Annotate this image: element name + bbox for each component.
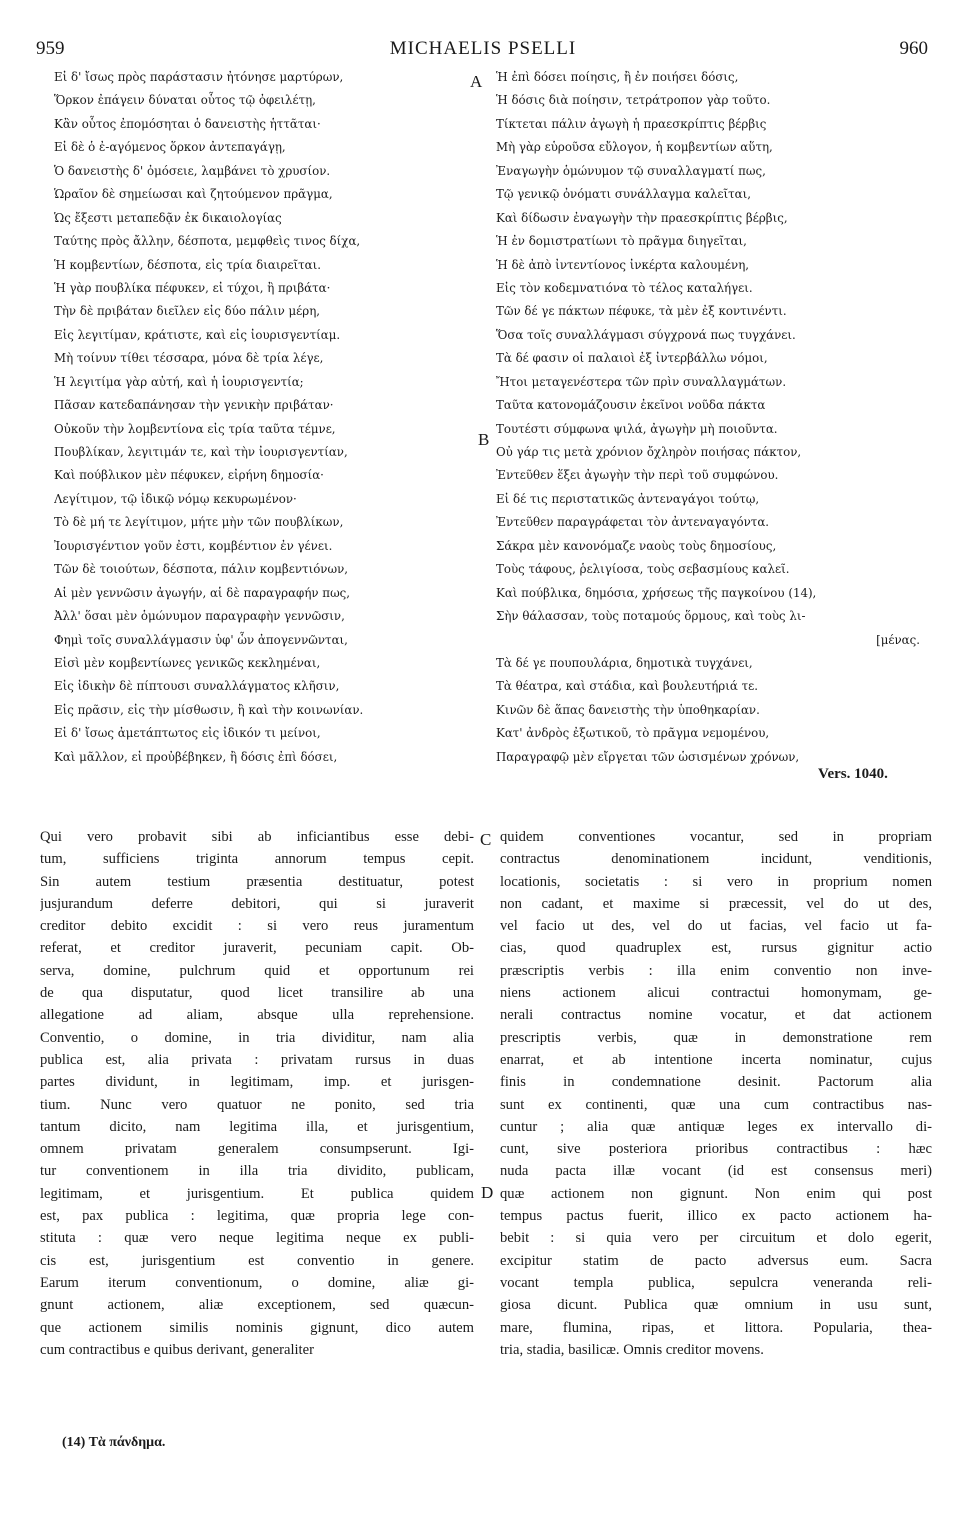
latin-text-line: partes dividunt, in legitimam, imp. et jurisgen- xyxy=(40,1074,474,1091)
greek-verse-line: Αἱ μὲν γεννῶσιν ἀγωγήν, αἱ δὲ παραγραφήν πως, xyxy=(54,585,351,600)
latin-text-line: que actionem similis nominis gignunt, dico autem xyxy=(40,1319,474,1336)
greek-verse-line: Εἰς πρᾶσιν, εἰς τὴν μίσθωσιν, ἢ καὶ τὴν κοινωνίαν. xyxy=(54,702,364,717)
greek-verse-line: Πουβλίκαν, λεγιτιμάν τε, καὶ τὴν ἰουρισγεντίαν, xyxy=(54,445,348,459)
latin-text-line: gnunt actionem, aliæ exceptionem, sed quæcun- xyxy=(40,1297,474,1314)
greek-verse-line: Τὰ δέ φασιν οἱ παλαιοὶ ἐξ ἰντερβάλλω νόμοι, xyxy=(496,351,768,366)
greek-verse-line: Τουτέστι σύμφωνα ψιλά, ἀγωγὴν μὴ ποιοῦντα. xyxy=(496,421,778,436)
greek-verse-line: Ἐναγωγὴν ὁμώνυμον τῷ συναλλαγματί πως, xyxy=(496,163,766,178)
margin-marker-a: A xyxy=(470,72,483,91)
latin-text-line: serva, domine, pulchrum quid et opportunum rei xyxy=(40,962,474,979)
latin-text-line: tur conventionem in illa tria dividito, publicam, xyxy=(40,1163,474,1180)
latin-text-line: prescriptis verbis, quæ in demonstratione rem xyxy=(500,1029,932,1046)
greek-verse-line: Πᾶσαν κατεδαπάνησαν τὴν γενικὴν πριβάταν· xyxy=(54,398,334,413)
latin-text-line: jusjurandum deferre debitori, qui si juraverit xyxy=(40,895,474,912)
latin-text-line: finis in condemnatione desinit. Pactorum alia xyxy=(500,1074,932,1091)
latin-text-line: bebit : si quia vero per circuitum et dolo egerit, xyxy=(500,1230,932,1247)
latin-text-line: cuntur ; alia quæ antiquæ leges ex intervallo di- xyxy=(500,1118,932,1135)
greek-verse-line: Ἡ ἐπὶ δόσει ποίησις, ἢ ἐν ποιήσει δόσις, xyxy=(496,70,739,84)
greek-verse-line: Ταύτης πρὸς ἄλλην, δέσποτα, μεμφθεὶς τινος δίχα, xyxy=(54,234,361,249)
latin-text-line: omnem privatam generalem consumpserunt. Igi- xyxy=(40,1141,474,1158)
latin-text-line: tantum dicito, nam legitima illa, et jurisgentium, xyxy=(40,1118,474,1135)
latin-text-line: referat, et creditor juraverit, pecuniam capit. Ob- xyxy=(40,940,474,957)
latin-text-line: præscriptis verbis : illa enim conventio non inve- xyxy=(500,962,932,979)
latin-text-line: Qui vero probavit sibi ab inficiantibus esse debi- xyxy=(40,829,474,845)
latin-text-line: contractus denominationem incidunt, venditionis, xyxy=(500,851,932,868)
latin-text-line: nerali contractus nomine vocatur, et dat actionem xyxy=(500,1007,932,1024)
latin-text-line: vocant templa publica, sepulcra veneranda reli- xyxy=(500,1274,932,1291)
greek-verse-line: Τῶν δὲ τοιούτων, δέσποτα, πάλιν κομβεντιόνων, xyxy=(54,562,349,577)
latin-text-line: allegatione ad aliam, absque ulla reprehensione. xyxy=(40,1007,474,1024)
greek-verse-line: Παραγραφῷ μὲν εἴργεται τῶν ὡσισμένων χρόνων, xyxy=(496,749,800,764)
greek-verse-line: Εἰ δὲ ὁ ἐ-αγόμενος ὅρκον ἀντεπαγάγῃ, xyxy=(54,140,286,155)
latin-text-line: tria, stadia, basilicæ. Omnis creditor movens. xyxy=(500,1341,764,1358)
latin-text-line: cis est, jurisgentium est conventio in genere. xyxy=(40,1252,474,1269)
greek-verse-line: Τὴν δὲ πριβάταν διεῖλεν εἰς δύο πάλιν μέρη, xyxy=(54,304,321,319)
greek-verse-line: Εἰς ἰδικὴν δὲ πίπτουσι συναλλάγματος κλῆσιν, xyxy=(54,679,340,694)
greek-verse-line: Ὁ δανειστὴς δ' ὀμόσειε, λαμβάνει τὸ χρυσίον. xyxy=(54,163,331,178)
latin-text-line: quæ actionem non gignunt. Non enim qui post xyxy=(500,1185,932,1202)
greek-verse-line: Ἐντεῦθεν παραγράφεται τὸν ἀντεναγαγόντα. xyxy=(496,515,770,530)
latin-text-line: locationis, societatis : si vero in proprium nomen xyxy=(500,873,932,890)
latin-text-line: cunt, sive posteriora prioribus contractibus : hæc xyxy=(500,1141,932,1158)
greek-verse-line: Εἰς τὸν κοδεμνατιόνα τὸ τέλος καταλήγει. xyxy=(496,280,753,295)
greek-verse-line: Καὶ μᾶλλον, εἰ προὐβέβηκεν, ἢ δόσις ἐπὶ δόσει, xyxy=(54,749,338,764)
page-number-left: 959 xyxy=(36,38,65,59)
latin-text-line: stituta : quæ vero neque legitima neque ex publi- xyxy=(40,1230,474,1247)
latin-text-line: tum, sufficiens triginta annorum tempus cepit. xyxy=(40,851,474,868)
greek-verse-line: Εἰσὶ μὲν κομβεντίωνες γενικῶς κεκλημέναι, xyxy=(54,655,321,670)
latin-text-line: nuda pacta illæ vocant (id est consensus meri) xyxy=(500,1163,932,1180)
latin-text-line: vel facio ut des, vel do ut facias, vel facio ut fa- xyxy=(500,918,932,935)
greek-verse-column-left xyxy=(54,66,470,769)
margin-marker-b: B xyxy=(478,430,490,449)
latin-text-line: giosa dicunt. Publica quæ omnium in usu sunt, xyxy=(500,1297,932,1314)
greek-verse-line: Τὸ δὲ μή τε λεγίτιμον, μήτε μὴν τῶν πουβλίκων, xyxy=(54,515,344,530)
greek-verse-line: Εἰς λεγιτίμαν, κράτιστε, καὶ εἰς ἰουρισγεντίαμ. xyxy=(54,327,341,342)
greek-verse-line: Τὰ δέ γε πουπουλάρια, δημοτικὰ τυγχάνει, xyxy=(496,655,753,670)
footnote: (14) Τὰ πάνδημα. xyxy=(62,1435,166,1450)
greek-verse-line: Ὡς ἔξεστι μεταπεδᾷν ἐκ δικαιολογίας xyxy=(54,210,282,225)
greek-verse-line: Ἡ κομβεντίων, δέσποτα, εἰς τρία διαιρεῖται. xyxy=(54,257,322,272)
greek-verse-line: Ἡ λεγιτίμα γὰρ αὐτή, καὶ ἡ ἰουρισγεντία; xyxy=(54,374,304,389)
page-header xyxy=(0,38,966,64)
latin-text-line: cias, quod quadruplex est, rursus gignitur actio xyxy=(500,940,932,957)
greek-verse-line: Ἡ δόσις διὰ ποίησιν, τετράτροπον γὰρ τοῦτο. xyxy=(496,93,771,108)
latin-text-line: Sin autem testium præsentia destituatur, potest xyxy=(40,873,474,890)
running-title: MICHAELIS PSELLI xyxy=(389,38,577,59)
latin-text-line: mare, flumina, ripas, et littora. Popularia, thea- xyxy=(500,1319,932,1336)
latin-text-line: publica est, alia privata : privatam rursus in duas xyxy=(40,1051,474,1068)
latin-text-line: tium. Nunc vero quatuor ne ponito, sed tria xyxy=(40,1096,474,1113)
latin-text-line: tempus pactus fuerit, illico ex pacto actionem ha- xyxy=(500,1208,932,1225)
latin-text-line: non cadant, et maxime si præcessit, vel do ut des, xyxy=(500,895,932,912)
latin-text-line: legitimam, et jurisgentium. Et publica quidem xyxy=(40,1185,474,1202)
latin-translation-column-right xyxy=(500,826,932,1361)
greek-verse-line: Εἰ δέ τις περιστατικῶς ἀντεναγάγοι τούτῳ, xyxy=(496,491,760,506)
latin-text-line: enarrat, et ab intentione incerta nominatur, cujus xyxy=(500,1051,932,1068)
greek-verse-line: Τοὺς τάφους, ῥελιγίοσα, τοὺς σεβασμίους καλεῖ. xyxy=(496,562,790,577)
greek-verse-line: Τῷ γενικῷ ὀνόματι συνάλλαγμα καλεῖται, xyxy=(496,187,751,202)
greek-verse-line: Φημὶ τοῖς συναλλάγμασιν ὑφ' ὧν ἀπογεννῶνται, xyxy=(54,632,348,647)
latin-text-line: creditor debito excidit : si vero reus juramentum xyxy=(40,918,474,935)
greek-verse-line: Τίκτεται πάλιν ἀγωγὴ ἡ πραεσκρίπτις βέρβις xyxy=(496,116,767,131)
latin-text-line: Conventio, o domine, in tria dividitur, nam alia xyxy=(40,1029,474,1046)
margin-marker-d: D xyxy=(481,1183,494,1202)
greek-verse-line: Σάκρα μὲν κανονόμαζε ναοὺς τοὺς δημοσίους, xyxy=(496,538,777,553)
margin-marker-c: C xyxy=(480,830,492,849)
greek-verse-line: Τῶν δέ γε πάκτων πέφυκε, τὰ μὲν ἐξ κοντινέντι. xyxy=(496,304,787,319)
greek-verse-line: Καὶ δίδωσιν ἐναγωγὴν τὴν πραεσκρίπτις βέρβις, xyxy=(496,210,788,225)
greek-verse-line: Καὶ πούβλικα, δημόσια, χρήσεως τῆς παγκοίνου (14), xyxy=(496,585,817,600)
greek-verse-line: Ἰουρισγέντιον γοῦν ἐστι, κομβέντιον ἐν γένει. xyxy=(54,538,333,553)
greek-verse-line: Ἤτοι μεταγενέστερα τῶν πρὶν συναλλαγμάτων. xyxy=(496,374,787,389)
latin-text-line: quidem conventiones vocantur, sed in propriam xyxy=(500,829,932,845)
greek-verse-line: Ἐντεῦθεν ἕξει ἀγωγὴν τὴν περὶ τοῦ συμφώνου. xyxy=(496,468,779,483)
latin-text-line: niens actionem alicui contractui homonymam, ge- xyxy=(500,985,932,1002)
greek-verse-line: Κινῶν δὲ ἅπας δανειστὴς τὴν ὑποθηκαρίαν. xyxy=(496,702,760,717)
page-number-right: 960 xyxy=(899,38,928,59)
latin-text-line: de qua disputatur, quod licet transilire ab una xyxy=(40,985,474,1002)
greek-verse-line: Ἡ δὲ ἀπὸ ἰντεντίονος ἰνκέρτα καλουμένη, xyxy=(496,257,750,272)
greek-verse-line: Οὐ γάρ τις μετὰ χρόνιον ὄχληρὸν ποιήσας πάκτον, xyxy=(496,445,802,459)
greek-verse-line: Καὶ πούβλικον μὲν πέφυκεν, εἰρήνη δημοσία· xyxy=(54,468,324,483)
greek-verse-line: Κατ' ἀνδρὸς ἐξωτικοῦ, τὸ πρᾶγμα νεμομένου, xyxy=(496,726,770,741)
greek-verse-line: Ὅσα τοῖς συναλλάγμασι σύγχρονά πως τυγχάνει. xyxy=(496,327,796,342)
greek-verse-line: Τὰ θέατρα, καὶ στάδια, καὶ βουλευτήριά τε. xyxy=(496,679,758,694)
greek-verse-line: Ἀλλ' ὅσαι μὲν ὁμώνυμον παραγραφὴν γεννῶσιν, xyxy=(54,609,345,624)
greek-verse-line: Οὐκοῦν τὴν λομβεντίονα εἰς τρία ταῦτα τέμνε, xyxy=(54,421,336,436)
latin-text-line: excipitur statim de pacto adversus eum. Sacra xyxy=(500,1252,932,1269)
latin-text-line: est, pax publica : legitima, quæ propria lege con- xyxy=(40,1208,474,1225)
greek-verse-line: [μένας. xyxy=(876,632,920,647)
greek-verse-line: Ὡραῖον δὲ σημείωσαι καὶ ζητούμενον πρᾶγμα, xyxy=(54,187,333,202)
latin-text-line: cum contractibus e quibus derivant, generaliter xyxy=(40,1341,314,1358)
greek-verse-line: Σὴν θάλασσαν, τοὺς ποταμούς ὅρμους, καὶ τοὺς λι- xyxy=(496,609,806,624)
greek-verse-line: Λεγίτιμον, τῷ ἰδικῷ νόμῳ κεκυρωμένον· xyxy=(54,491,297,506)
latin-text-line: Earum iterum conventionum, o domine, aliæ gi- xyxy=(40,1274,474,1291)
greek-verse-column-right xyxy=(496,66,920,769)
latin-translation-column-left xyxy=(40,826,474,1361)
greek-verse-line: Κἂν οὗτος ἐπομόσηται ὁ δανειστὴς ἡττᾶται· xyxy=(54,116,321,131)
greek-verse-line: Ἡ γὰρ πουβλίκα πέφυκεν, εἰ τύχοι, ἢ πριβάτα· xyxy=(54,280,331,295)
greek-verse-line: Μὴ τοίνυν τίθει τέσσαρα, μόνα δὲ τρία λέγε, xyxy=(54,351,324,366)
greek-verse-line: Ταῦτα κατονομάζουσιν ἐκεῖνοι νοῦδα πάκτα xyxy=(496,398,766,413)
greek-verse-line: Μὴ γὰρ εὑροῦσα εὔλογον, ἡ κομβεντίων αὕτη, xyxy=(496,140,773,155)
greek-verse-line: Εἰ δ' ἴσως ἀμετάπτωτος εἰς ἰδικόν τι μείνοι, xyxy=(54,726,321,741)
greek-verse-line: Εἰ δ' ἴσως πρὸς παράστασιν ἠτόνησε μαρτύρων, xyxy=(54,70,344,84)
greek-verse-line: Ὅρκον ἐπάγειν δύναται οὗτος τῷ ὀφειλέτῃ, xyxy=(54,93,316,108)
verse-number: Vers. 1040. xyxy=(818,766,888,782)
latin-text-line: sunt ex continenti, quæ una cum contractibus nas- xyxy=(500,1096,932,1113)
greek-verse-line: Ἡ ἐν δομιστρατίωνι τὸ πρᾶγμα διηγεῖται, xyxy=(496,234,747,249)
